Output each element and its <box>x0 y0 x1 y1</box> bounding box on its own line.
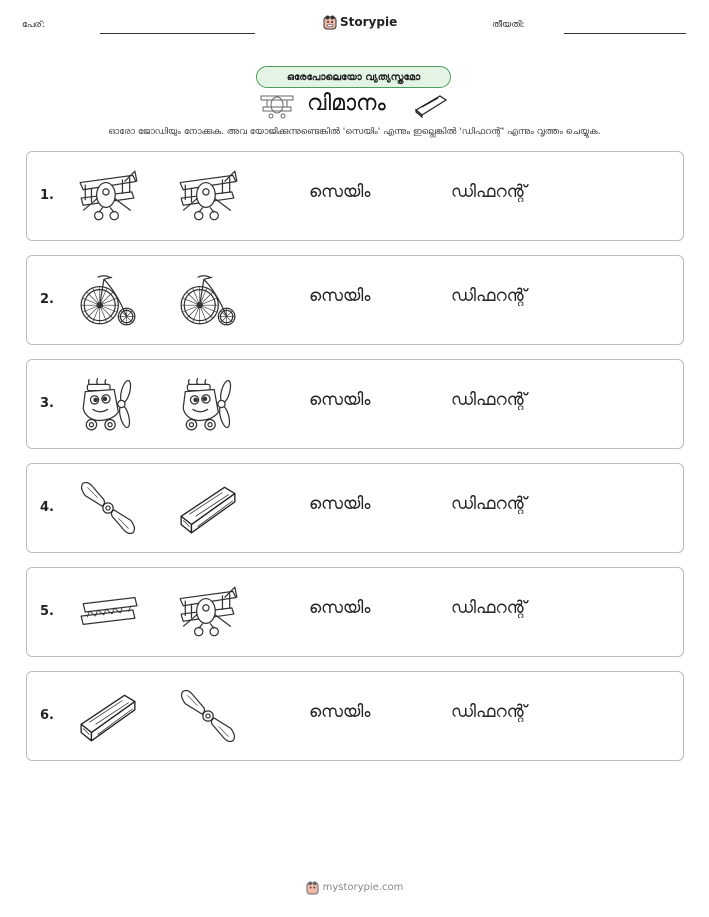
question-number: 3. <box>40 396 54 411</box>
different-option[interactable]: ഡിഫറന്റ് <box>451 390 527 410</box>
question-row-6 <box>26 671 684 761</box>
wood-plank-icon <box>414 94 448 118</box>
question-row-4 <box>26 463 684 553</box>
different-option[interactable]: ഡിഫറന്റ് <box>451 286 527 306</box>
name-label: പേര്: <box>22 20 45 30</box>
brand <box>323 14 397 30</box>
question-row-1 <box>26 151 684 241</box>
topic-badge: ഒരേപോലെയോ വ്യത്യസ്തമോ <box>256 66 451 88</box>
biplane-icon <box>77 166 139 226</box>
date-line[interactable] <box>564 33 686 34</box>
different-option[interactable]: ഡിഫറന്റ് <box>451 598 527 618</box>
footer <box>0 880 709 895</box>
different-option[interactable]: ഡിഫറന്റ് <box>451 494 527 514</box>
penny-farthing-icon <box>177 270 239 330</box>
wood-plank-icon <box>77 686 139 746</box>
penny-farthing-icon <box>77 270 139 330</box>
same-option[interactable]: സെയിം <box>309 390 371 410</box>
biplane-icon <box>177 166 239 226</box>
wing-frame-icon <box>77 582 139 642</box>
question-number: 1. <box>40 188 54 203</box>
storypie-logo-icon <box>306 880 319 895</box>
question-number: 2. <box>40 292 54 307</box>
plane-character-icon <box>177 374 239 434</box>
footer-site[interactable]: mystorypie.com <box>322 882 404 893</box>
wood-plank-icon <box>177 478 239 538</box>
different-option[interactable]: ഡിഫറന്റ് <box>451 702 527 722</box>
same-option[interactable]: സെയിം <box>309 182 371 202</box>
propeller-icon <box>77 478 139 538</box>
instructions: ഓരോ ജോഡിയും നോക്കുക. അവ യോജിക്കുന്നുണ്ടെങ്കിൽ 'സെയിം' എന്നും ഇല്ലെങ്കിൽ 'ഡിഫറന്റ്' എന്നും വൃത്തം ചെയ്യുക. <box>108 127 601 137</box>
name-line[interactable] <box>100 33 255 34</box>
question-row-2 <box>26 255 684 345</box>
same-option[interactable]: സെയിം <box>309 494 371 514</box>
page-title: വിമാനം <box>307 91 386 116</box>
brand-name: Storypie <box>340 15 398 29</box>
biplane-icon <box>259 90 295 120</box>
plane-character-icon <box>77 374 139 434</box>
question-row-5 <box>26 567 684 657</box>
biplane-icon <box>177 582 239 642</box>
question-row-3 <box>26 359 684 449</box>
date-label: തീയതി: <box>492 20 525 30</box>
same-option[interactable]: സെയിം <box>309 598 371 618</box>
question-number: 4. <box>40 500 54 515</box>
propeller-icon <box>177 686 239 746</box>
same-option[interactable]: സെയിം <box>309 286 371 306</box>
same-option[interactable]: സെയിം <box>309 702 371 722</box>
different-option[interactable]: ഡിഫറന്റ് <box>451 182 527 202</box>
storypie-logo-icon <box>323 14 337 30</box>
question-number: 6. <box>40 708 54 723</box>
question-number: 5. <box>40 604 54 619</box>
